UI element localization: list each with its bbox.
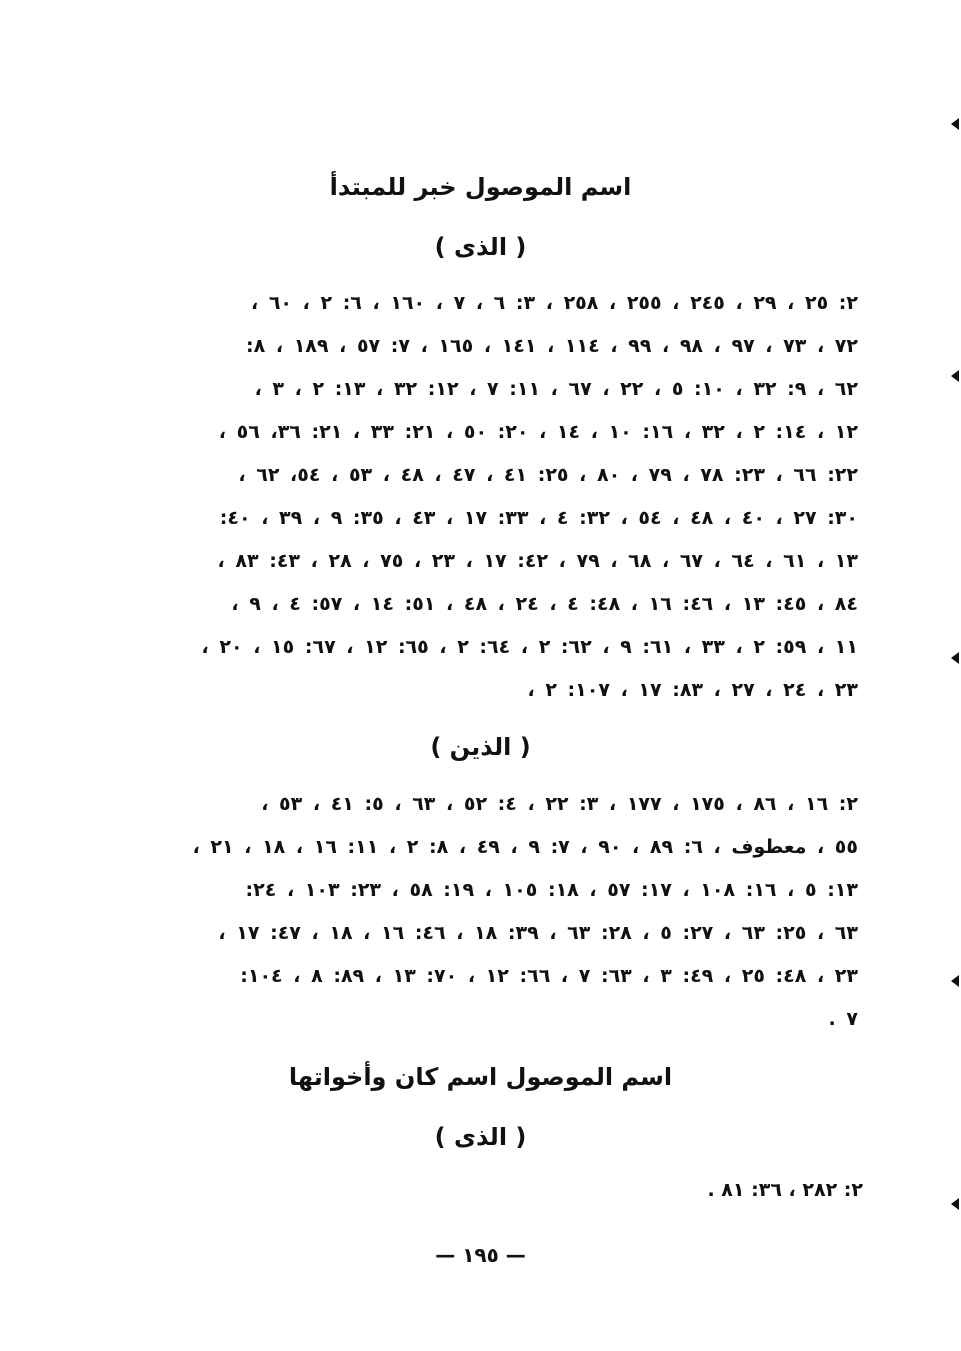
section2-subtitle: ( الذين ) xyxy=(430,733,531,761)
reference-line: ٢٢: ٦٦ ، ٢٣: ٧٨ ، ٧٩ ، ٨٠ ، ٢٥: ٤١ ، ٤٧ ، ٤٨ ، ٥٣ ، ٥٤، ٦٢ ، xyxy=(238,464,858,486)
edge-mark-icon xyxy=(951,370,959,382)
reference-line: ٢: ٢٥ ، ٢٩ ، ٢٤٥ ، ٢٥٥ ، ٢٥٨ ، ٣: ٦ ، ٧ ، ١٦٠ ، ٦: ٢ ، ٦٠ ، xyxy=(250,292,858,314)
reference-line: ١١ ، ٥٩: ٢ ، ٣٣ ، ٦١: ٩ ، ٦٢: ٢ ، ٦٤: ٢ ، ٦٥: ١٢ ، ٦٧: ١٥ ، ٢٠ ، xyxy=(201,636,858,658)
reference-line: ١٢ ، ١٤: ٢ ، ٣٢ ، ١٦: ١٠ ، ١٤ ، ٢٠: ٥٠ ، ٢١: ٣٣ ، ٢١: ٣٦، ٥٦ ، xyxy=(218,421,858,443)
section1-title: اسم الموصول خبر للمبتدأ xyxy=(329,173,632,201)
reference-line: ١٣ ، ٦١ ، ٦٤ ، ٦٧ ، ٦٨ ، ٧٩ ، ٤٢: ١٧ ، ٢٣ ، ٧٥ ، ٢٨ ، ٤٣: ٨٣ ، xyxy=(217,550,858,572)
section1-subtitle: ( الذى ) xyxy=(434,233,527,261)
section3-references: ٢: ٢٨٢ ، ٣٦: ٨١ . xyxy=(707,1179,863,1201)
section3-title: اسم الموصول اسم كان وأخواتها xyxy=(288,1063,673,1091)
edge-mark-icon xyxy=(951,975,959,987)
reference-line: ٦٣ ، ٢٥: ٦٣ ، ٢٧: ٥ ، ٢٨: ٦٣ ، ٣٩: ١٨ ، ٤٦: ١٦ ، ١٨ ، ٤٧: ١٧ ، xyxy=(218,922,858,944)
reference-line: ٢: ١٦ ، ٨٦ ، ١٧٥ ، ١٧٧ ، ٣: ٢٢ ، ٤: ٥٢ ، ٦٣ ، ٥: ٤١ ، ٥٣ ، xyxy=(261,793,858,815)
section1-references xyxy=(140,282,858,712)
reference-line: ٧٢ ، ٧٣ ، ٩٧ ، ٩٨ ، ٩٩ ، ١١٤ ، ١٤١ ، ١٦٥ ، ٧: ٥٧ ، ١٨٩ ، ٨: xyxy=(246,335,858,357)
edge-mark-icon xyxy=(951,1198,959,1210)
edge-mark-icon xyxy=(951,652,959,664)
reference-line: ٣٠: ٢٧ ، ٤٠ ، ٤٨ ، ٥٤ ، ٣٢: ٤ ، ٣٣: ١٧ ، ٤٣ ، ٣٥: ٩ ، ٣٩ ، ٤٠: xyxy=(219,507,858,529)
reference-line: ٨٤ ، ٤٥: ١٣ ، ٤٦: ١٦ ، ٤٨: ٤ ، ٢٤ ، ٤٨ ، ٥١: ١٤ ، ٥٧: ٤ ، ٩ ، xyxy=(231,593,858,615)
page-number: — ١٩٥ — xyxy=(435,1243,526,1267)
reference-line: ٦٢ ، ٩: ٣٢ ، ١٠: ٥ ، ٢٢ ، ٦٧ ، ١١: ٧ ، ١٢: ٣٢ ، ١٣: ٢ ، ٣ ، xyxy=(254,378,858,400)
reference-line: ٥٥ ، معطوف ، ٦: ٨٩ ، ٩٠ ، ٧: ٩ ، ٤٩ ، ٨: ٢ ، ١١: ١٦ ، ١٨ ، ٢١ ، xyxy=(192,836,858,858)
section2-references xyxy=(140,783,858,1041)
reference-line: ١٣: ٥ ، ١٦: ١٠٨ ، ١٧: ٥٧ ، ١٨: ١٠٥ ، ١٩: ٥٨ ، ٢٣: ١٠٣ ، ٢٤: xyxy=(245,879,858,901)
reference-line: ٢٣ ، ٤٨: ٢٥ ، ٤٩: ٣ ، ٦٣: ٧ ، ٦٦: ١٢ ، ٧٠: ١٣ ، ٨٩: ٨ ، ١٠٤: xyxy=(240,965,858,987)
reference-line: ٧ . xyxy=(828,1008,858,1030)
section3-subtitle: ( الذى ) xyxy=(434,1123,527,1151)
reference-line: ٢٣ ، ٢٤ ، ٢٧ ، ٨٣: ١٧ ، ١٠٧: ٢ ، xyxy=(527,679,858,701)
edge-mark-icon xyxy=(951,118,959,130)
